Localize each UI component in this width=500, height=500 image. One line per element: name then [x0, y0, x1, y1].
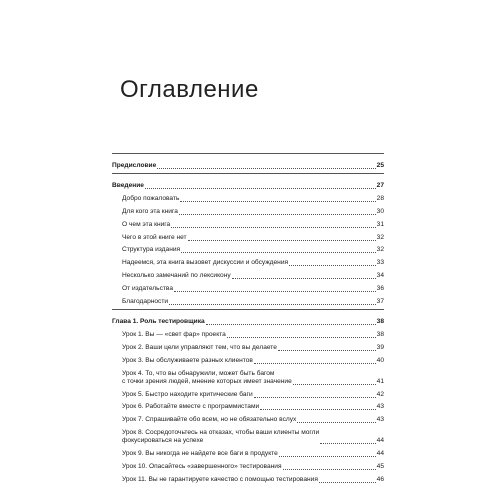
toc-entry-page: 36 — [376, 285, 384, 293]
toc-entry-title: Несколько замечаний по лексикону — [122, 272, 231, 280]
toc-entry[interactable] — [112, 203, 384, 216]
dot-leader — [169, 304, 376, 305]
toc-section[interactable] — [112, 157, 384, 170]
toc-entry-page: 45 — [376, 463, 384, 471]
toc-entry[interactable] — [112, 352, 384, 365]
toc-entry-page: 41 — [376, 377, 384, 385]
dot-leader — [179, 214, 376, 215]
toc-entry-page: 31 — [376, 220, 384, 228]
toc-entry-page: 42 — [376, 390, 384, 398]
toc-entry-title: Урок 4. То, что вы обнаружили, может быть багом с точки зрения людей, мнение которых имеет значение — [122, 369, 292, 385]
toc-entry[interactable] — [112, 190, 384, 203]
dot-leader — [319, 482, 376, 483]
dot-leader — [320, 443, 375, 444]
toc-section-page: 27 — [376, 182, 384, 189]
dot-leader — [180, 201, 375, 202]
toc-entry-page: 43 — [376, 416, 384, 424]
dot-leader — [293, 384, 376, 385]
section-divider — [112, 173, 384, 174]
toc-entry-title: Добро пожаловать — [122, 194, 180, 202]
toc-section-title: Глава 1. Роль тестировщика — [112, 318, 205, 326]
toc-entry-page: 33 — [376, 259, 384, 267]
dot-leader — [171, 227, 375, 228]
toc-entry-page: 39 — [376, 343, 384, 351]
dot-leader — [254, 397, 376, 398]
dot-leader — [174, 291, 376, 292]
toc-entry-page: 38 — [376, 330, 384, 338]
toc-entry[interactable] — [112, 254, 384, 267]
table-of-contents — [112, 153, 384, 486]
toc-entry-title: Урок 2. Ваши цели управляют тем, что вы делаете — [122, 343, 277, 351]
toc-entry[interactable] — [112, 458, 384, 471]
toc-section[interactable] — [112, 177, 384, 190]
toc-entry-page: 28 — [376, 194, 384, 202]
toc-entry-title: Урок 7. Спрашивайте обо всем, но не обязательно вслух — [122, 416, 297, 424]
dot-leader — [181, 252, 376, 253]
toc-entry-title: Структура издания — [122, 246, 181, 254]
section-divider — [112, 309, 384, 310]
dot-leader — [297, 422, 375, 423]
dot-leader — [227, 337, 376, 338]
toc-group — [112, 177, 384, 308]
section-divider — [112, 153, 384, 154]
dot-leader — [278, 350, 376, 351]
toc-entry[interactable] — [112, 424, 384, 445]
toc-entry-title: От издательства — [122, 285, 174, 293]
toc-entry-page: 40 — [376, 356, 384, 364]
toc-section-page: 25 — [376, 162, 384, 169]
toc-entry-title: Урок 9. Вы никогда не найдете все баги в продукте — [122, 450, 278, 458]
dot-leader — [145, 188, 376, 189]
toc-entry-title: Урок 3. Вы обслуживаете разных клиентов — [122, 356, 253, 364]
toc-entry-page: 44 — [376, 437, 384, 445]
toc-entry[interactable] — [112, 445, 384, 458]
dot-leader — [188, 240, 376, 241]
toc-entry-title: Урок 8. Сосредоточьтесь на отказах, чтобы ваши клиенты могли фокусироваться на успехе — [122, 429, 320, 445]
toc-entry[interactable] — [112, 326, 384, 339]
toc-entry[interactable] — [112, 399, 384, 412]
page-title: Оглавление — [120, 76, 259, 104]
toc-entry[interactable] — [112, 365, 384, 386]
toc-entry-title: Урок 1. Вы — «свет фар» проекта — [122, 330, 226, 338]
toc-entry[interactable] — [112, 242, 384, 255]
toc-group — [112, 313, 384, 486]
dot-leader — [289, 265, 376, 266]
toc-entry-title: Благодарности — [122, 298, 169, 306]
toc-section[interactable] — [112, 313, 384, 326]
toc-section-title: Введение — [112, 182, 144, 189]
toc-entry-page: 43 — [376, 403, 384, 411]
toc-section-title: Предисловие — [112, 162, 157, 169]
dot-leader — [260, 409, 375, 410]
toc-entry[interactable] — [112, 280, 384, 293]
toc-entry-title: Надеемся, эта книга вызовет дискуссии и обсуждения — [122, 259, 289, 267]
toc-entry-title: Чего в этой книге нет — [122, 233, 187, 241]
toc-entry[interactable] — [112, 229, 384, 242]
dot-leader — [157, 168, 375, 169]
toc-entry[interactable] — [112, 293, 384, 306]
dot-leader — [283, 469, 376, 470]
toc-entry-page: 46 — [376, 476, 384, 484]
toc-entry-page: 30 — [376, 207, 384, 215]
toc-entry[interactable] — [112, 216, 384, 229]
toc-entry-page: 32 — [376, 233, 384, 241]
toc-entry-title: Урок 6. Работайте вместе с программистами — [122, 403, 260, 411]
toc-entry-title: О чем эта книга — [122, 220, 171, 228]
toc-entry-page: 37 — [376, 298, 384, 306]
toc-entry[interactable] — [112, 267, 384, 280]
toc-entry-page: 44 — [376, 450, 384, 458]
toc-entry-title: Урок 10. Опасайтесь «завершенного» тестирования — [122, 463, 282, 471]
toc-section-page: 38 — [376, 318, 384, 326]
toc-entry[interactable] — [112, 339, 384, 352]
toc-entry-title: Для кого эта книга — [122, 207, 178, 215]
dot-leader — [254, 363, 376, 364]
toc-entry-title: Урок 11. Вы не гарантируете качество с помощью тестирования — [122, 476, 318, 484]
toc-entry-page: 34 — [376, 272, 384, 280]
toc-entry[interactable] — [112, 411, 384, 424]
toc-entry[interactable] — [112, 471, 384, 484]
dot-leader — [279, 456, 376, 457]
toc-entry[interactable] — [112, 386, 384, 399]
toc-entry-page: 32 — [376, 246, 384, 254]
toc-group — [112, 157, 384, 172]
toc-entry-title: Урок 5. Быстро находите критические баги — [122, 390, 253, 398]
dot-leader — [206, 324, 376, 325]
dot-leader — [232, 278, 376, 279]
